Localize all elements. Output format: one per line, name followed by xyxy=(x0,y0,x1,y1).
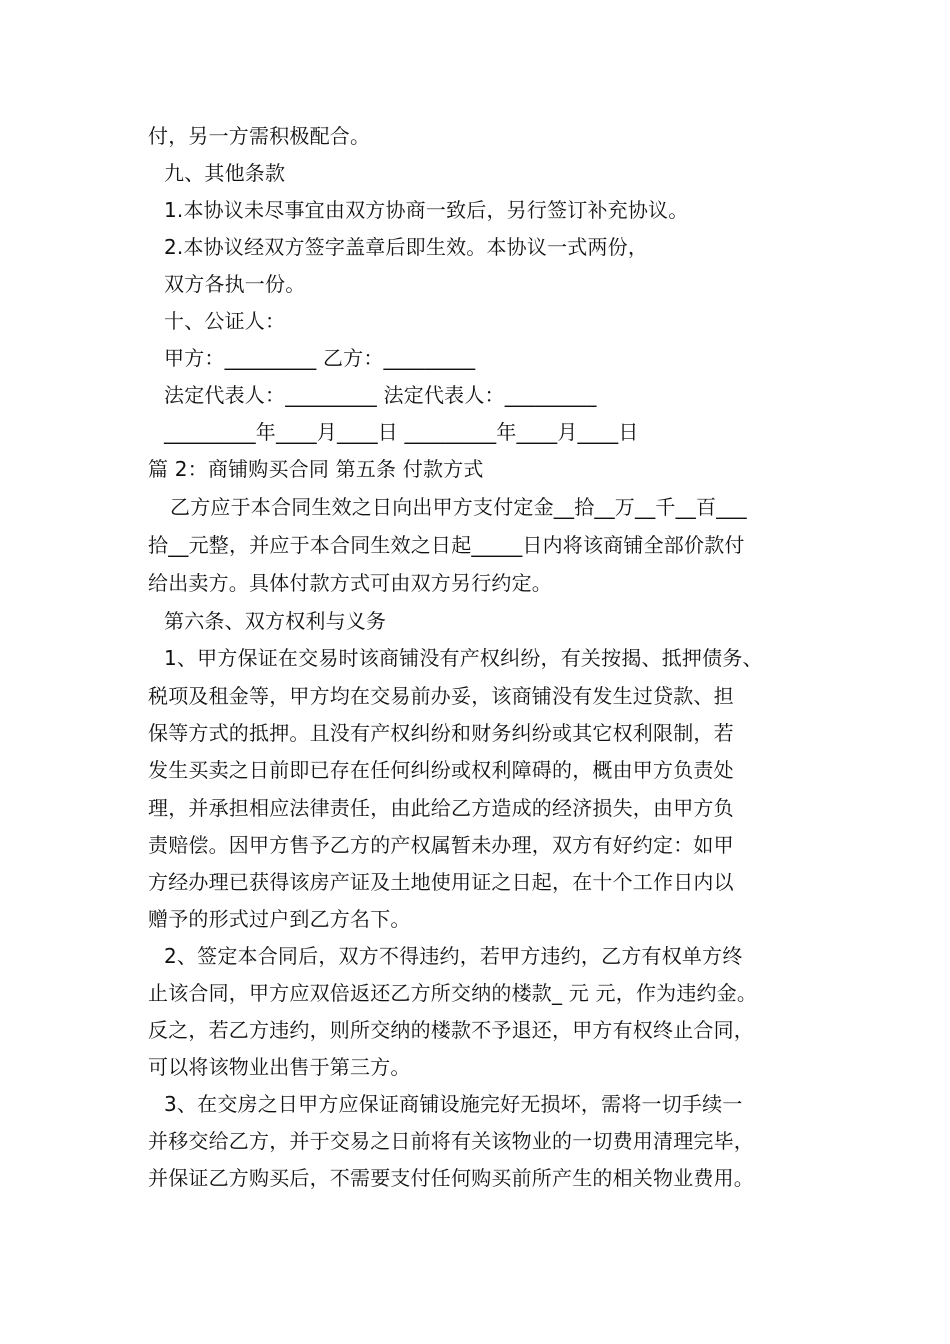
signature-line: 甲方：_________ 乙方：_________ xyxy=(164,346,476,370)
text-line: 拾__元整，并应于本合同生效之日起_____日内将该商铺全部价款付 xyxy=(148,533,745,557)
text-line: 并保证乙方购买后，不需要支付任何购买前所产生的相关物业费用。 xyxy=(148,1166,754,1190)
text-line: 付，另一方需积极配合。 xyxy=(148,124,371,148)
section-heading: 九、其他条款 xyxy=(164,161,286,185)
text-line: 赠予的形式过户到乙方名下。 xyxy=(148,907,411,931)
signature-line: 法定代表人：_________ 法定代表人：_________ xyxy=(164,383,597,407)
text-line: 可以将该物业出售于第三方。 xyxy=(148,1055,411,1079)
text-line: 保等方式的抵押。且没有产权纠纷和财务纠纷或其它权利限制，若 xyxy=(148,721,734,745)
text-line: 理，并承担相应法律责任，由此给乙方造成的经济损失，由甲方负 xyxy=(148,796,734,820)
text-line: 责赔偿。因甲方售予乙方的产权属暂未办理，双方有好约定：如甲 xyxy=(148,833,734,857)
text-line: 2、签定本合同后，双方不得违约，若甲方违约，乙方有权单方终 xyxy=(164,944,743,968)
text-line: 乙方应于本合同生效之日向出甲方支付定金__拾__万__千__百___ xyxy=(170,495,747,519)
text-line: 1.本协议未尽事宜由双方协商一致后，另行签订补充协议。 xyxy=(164,198,689,222)
text-line: 并移交给乙方，并于交易之日前将有关该物业的一切费用清理完毕， xyxy=(148,1129,754,1153)
text-line: 发生买卖之日前即已存在任何纠纷或权利障碍的，概由甲方负责处 xyxy=(148,758,734,782)
text-line: 2.本协议经双方签字盖章后即生效。本协议一式两份， xyxy=(164,235,649,259)
text-line: 双方各执一份。 xyxy=(164,272,306,296)
text-line: 1、甲方保证在交易时该商铺没有产权纠纷，有关按揭、抵押债务、 xyxy=(164,646,763,670)
text-line: 反之，若乙方违约，则所交纳的楼款不予退还，甲方有权终止合同， xyxy=(148,1018,754,1042)
text-line: 方经办理已获得该房产证及土地使用证之日起，在十个工作日内以 xyxy=(148,870,734,894)
date-line: _________年____月____日 _________年____月____日 xyxy=(164,420,639,444)
text-line: 止该合同，甲方应双倍返还乙方所交纳的楼款_ 元 元，作为违约金。 xyxy=(148,981,758,1005)
text-line: 给出卖方。具体付款方式可由双方另行约定。 xyxy=(148,571,552,595)
section-heading: 第六条、双方权利与义务 xyxy=(164,609,387,633)
text-line: 3、在交房之日甲方应保证商铺设施完好无损坏，需将一切手续一 xyxy=(164,1092,743,1116)
text-line: 税项及租金等，甲方均在交易前办妥，该商铺没有发生过贷款、担 xyxy=(148,684,734,708)
section-heading: 十、公证人： xyxy=(164,309,286,333)
section-heading: 篇 2：商铺购买合同 第五条 付款方式 xyxy=(148,457,484,481)
